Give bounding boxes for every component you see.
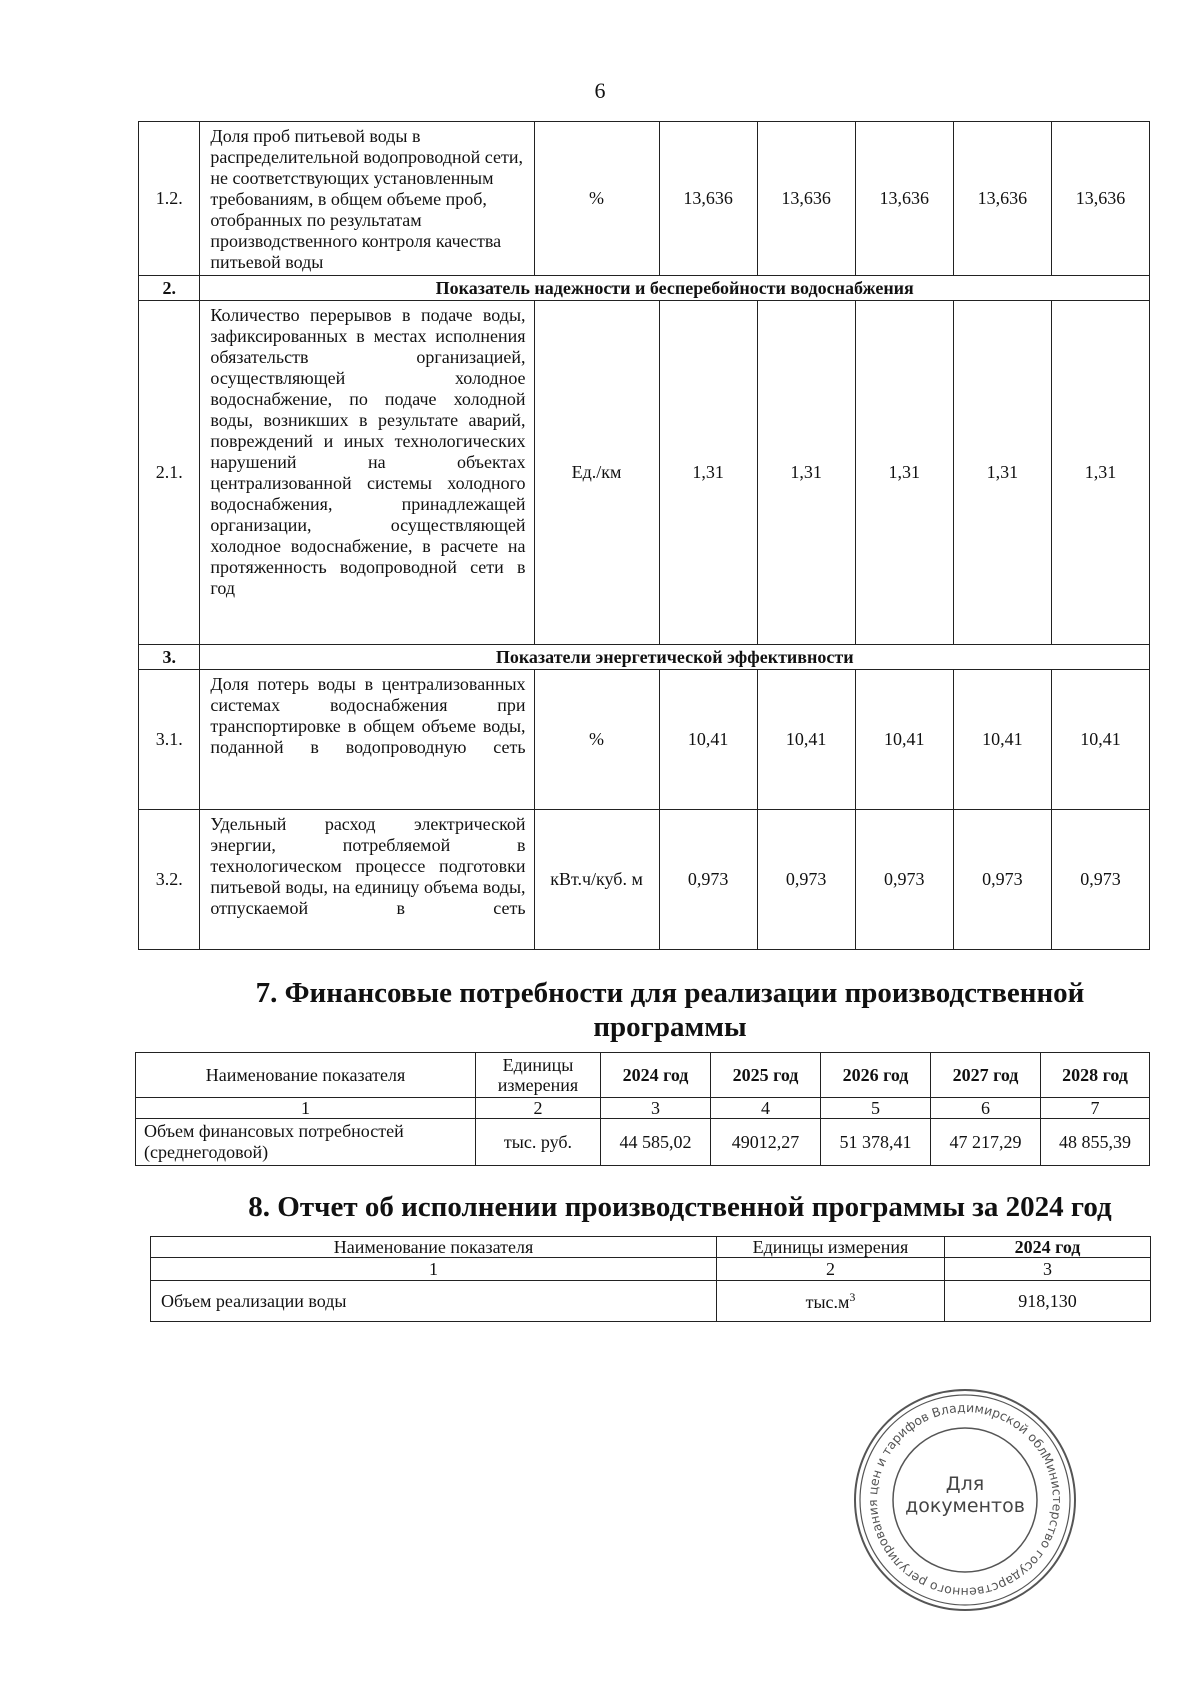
column-index: 5 — [821, 1098, 931, 1119]
value-cell: 44 585,02 — [601, 1119, 711, 1166]
section-row-3 — [139, 645, 1150, 670]
column-index: 3 — [601, 1098, 711, 1119]
value-cell: 51 378,41 — [821, 1119, 931, 1166]
value-cell: 0,973 — [757, 810, 855, 950]
column-index: 3 — [945, 1258, 1151, 1281]
section-title: Показатели энергетической эффективности — [200, 645, 1150, 670]
value-cell: 13,636 — [855, 122, 953, 276]
row-name: Объем реализации воды — [151, 1281, 717, 1322]
section-number: 2. — [139, 276, 200, 301]
value-cell: 0,973 — [953, 810, 1051, 950]
unit-superscript: 3 — [849, 1289, 856, 1304]
indicator-name: Удельный расход электрической энергии, потребляемой в технологическом процессе подготовки питьевой воды, на единицу объема воды, отпускаемой в сеть — [200, 810, 534, 950]
header-year: 2025 год — [711, 1053, 821, 1098]
column-index: 2 — [717, 1258, 945, 1281]
value-cell: 1,31 — [855, 301, 953, 645]
header-year: 2024 год — [601, 1053, 711, 1098]
official-stamp — [850, 1385, 1080, 1615]
column-index: 4 — [711, 1098, 821, 1119]
value-cell: 13,636 — [953, 122, 1051, 276]
value-cell: 1,31 — [757, 301, 855, 645]
value-cell: 47 217,29 — [931, 1119, 1041, 1166]
header-name: Наименование показателя — [136, 1053, 476, 1098]
value-cell: 13,636 — [757, 122, 855, 276]
value-cell: 0,973 — [855, 810, 953, 950]
header-unit: Единицы измерения — [476, 1053, 601, 1098]
indicator-row-3-2 — [139, 810, 1150, 950]
unit-cell: кВт.ч/куб. м — [534, 810, 659, 950]
value-cell: 49012,27 — [711, 1119, 821, 1166]
value-cell: 1,31 — [1051, 301, 1149, 645]
row-number: 2.1. — [139, 301, 200, 645]
value-cell: 10,41 — [855, 670, 953, 810]
column-index-row — [136, 1098, 1150, 1119]
column-index: 1 — [136, 1098, 476, 1119]
stamp-center-line1: Для — [945, 1473, 985, 1495]
unit-cell: Ед./км — [534, 301, 659, 645]
value-cell: 0,973 — [1051, 810, 1149, 950]
value-cell: 10,41 — [757, 670, 855, 810]
financial-row — [136, 1119, 1150, 1166]
indicator-name: Доля потерь воды в централизованных системах водоснабжения при транспортировке в общем объеме воды, поданной в водопроводную сеть — [200, 670, 534, 810]
row-number: 3.2. — [139, 810, 200, 950]
section7-title: 7. Финансовые потребности для реализации производственной программы — [255, 977, 1085, 1043]
unit-text: тыс.м — [805, 1291, 850, 1312]
value-cell: 48 855,39 — [1041, 1119, 1150, 1166]
page-number: 6 — [594, 78, 606, 103]
section-row-2 — [139, 276, 1150, 301]
indicator-name: Количество перерывов в подаче воды, зафиксированных в местах исполнения обязательств организацией, осуществляющей холодное водоснабжение, по подаче холодной воды, возникших в результате аварий, повреждений и иных технологических нарушений на объектах централизованной системы холодного водоснабжения, принадлежащей организации, осуществляющей холодное водоснабжение, в расчете на протяженность водопроводной сети в год — [200, 301, 534, 645]
unit-cell: % — [534, 670, 659, 810]
indicator-name: Доля проб питьевой воды в распределительной водопроводной сети, не соответствующих установленным требованиям, в общем объеме проб, отобранных по результатам производственного контроля качества питьевой воды — [200, 122, 534, 276]
unit-cell: % — [534, 122, 659, 276]
stamp-ring-text: Министерство государственного регулирования цен и тарифов Владимирской области — [864, 1399, 1066, 1601]
stamp-center-line2: документов — [905, 1495, 1025, 1517]
header-year: 2028 год — [1041, 1053, 1150, 1098]
section-title: Показатель надежности и бесперебойности водоснабжения — [200, 276, 1150, 301]
value-cell: 10,41 — [1051, 670, 1149, 810]
header-year: 2027 год — [931, 1053, 1041, 1098]
value-cell: 0,973 — [659, 810, 757, 950]
execution-report-table — [150, 1236, 1151, 1322]
financial-needs-table — [135, 1052, 1150, 1166]
value-cell: 10,41 — [953, 670, 1051, 810]
header-unit: Единицы измерения — [717, 1237, 945, 1258]
header-name: Наименование показателя — [151, 1237, 717, 1258]
value-cell: 10,41 — [659, 670, 757, 810]
header-year: 2024 год — [945, 1237, 1151, 1258]
value-cell: 13,636 — [659, 122, 757, 276]
indicator-row-3-1 — [139, 670, 1150, 810]
row-name: Объем финансовых потребностей (среднегодовой) — [136, 1119, 476, 1166]
value-cell: 1,31 — [659, 301, 757, 645]
column-index-row — [151, 1258, 1151, 1281]
header-year: 2026 год — [821, 1053, 931, 1098]
indicator-row-1-2 — [139, 122, 1150, 276]
section-number: 3. — [139, 645, 200, 670]
indicators-table — [138, 121, 1150, 950]
column-index: 2 — [476, 1098, 601, 1119]
row-unit — [717, 1281, 945, 1322]
report-row — [151, 1281, 1151, 1322]
row-number: 1.2. — [139, 122, 200, 276]
column-index: 7 — [1041, 1098, 1150, 1119]
row-unit: тыс. руб. — [476, 1119, 601, 1166]
column-index: 6 — [931, 1098, 1041, 1119]
value-cell: 1,31 — [953, 301, 1051, 645]
section8-title: 8. Отчет об исполнении производственной программы за 2024 год — [248, 1191, 1112, 1223]
row-number: 3.1. — [139, 670, 200, 810]
header-row — [151, 1237, 1151, 1258]
value-cell: 13,636 — [1051, 122, 1149, 276]
value-cell: 918,130 — [945, 1281, 1151, 1322]
column-index: 1 — [151, 1258, 717, 1281]
header-row — [136, 1053, 1150, 1098]
indicator-row-2-1 — [139, 301, 1150, 645]
